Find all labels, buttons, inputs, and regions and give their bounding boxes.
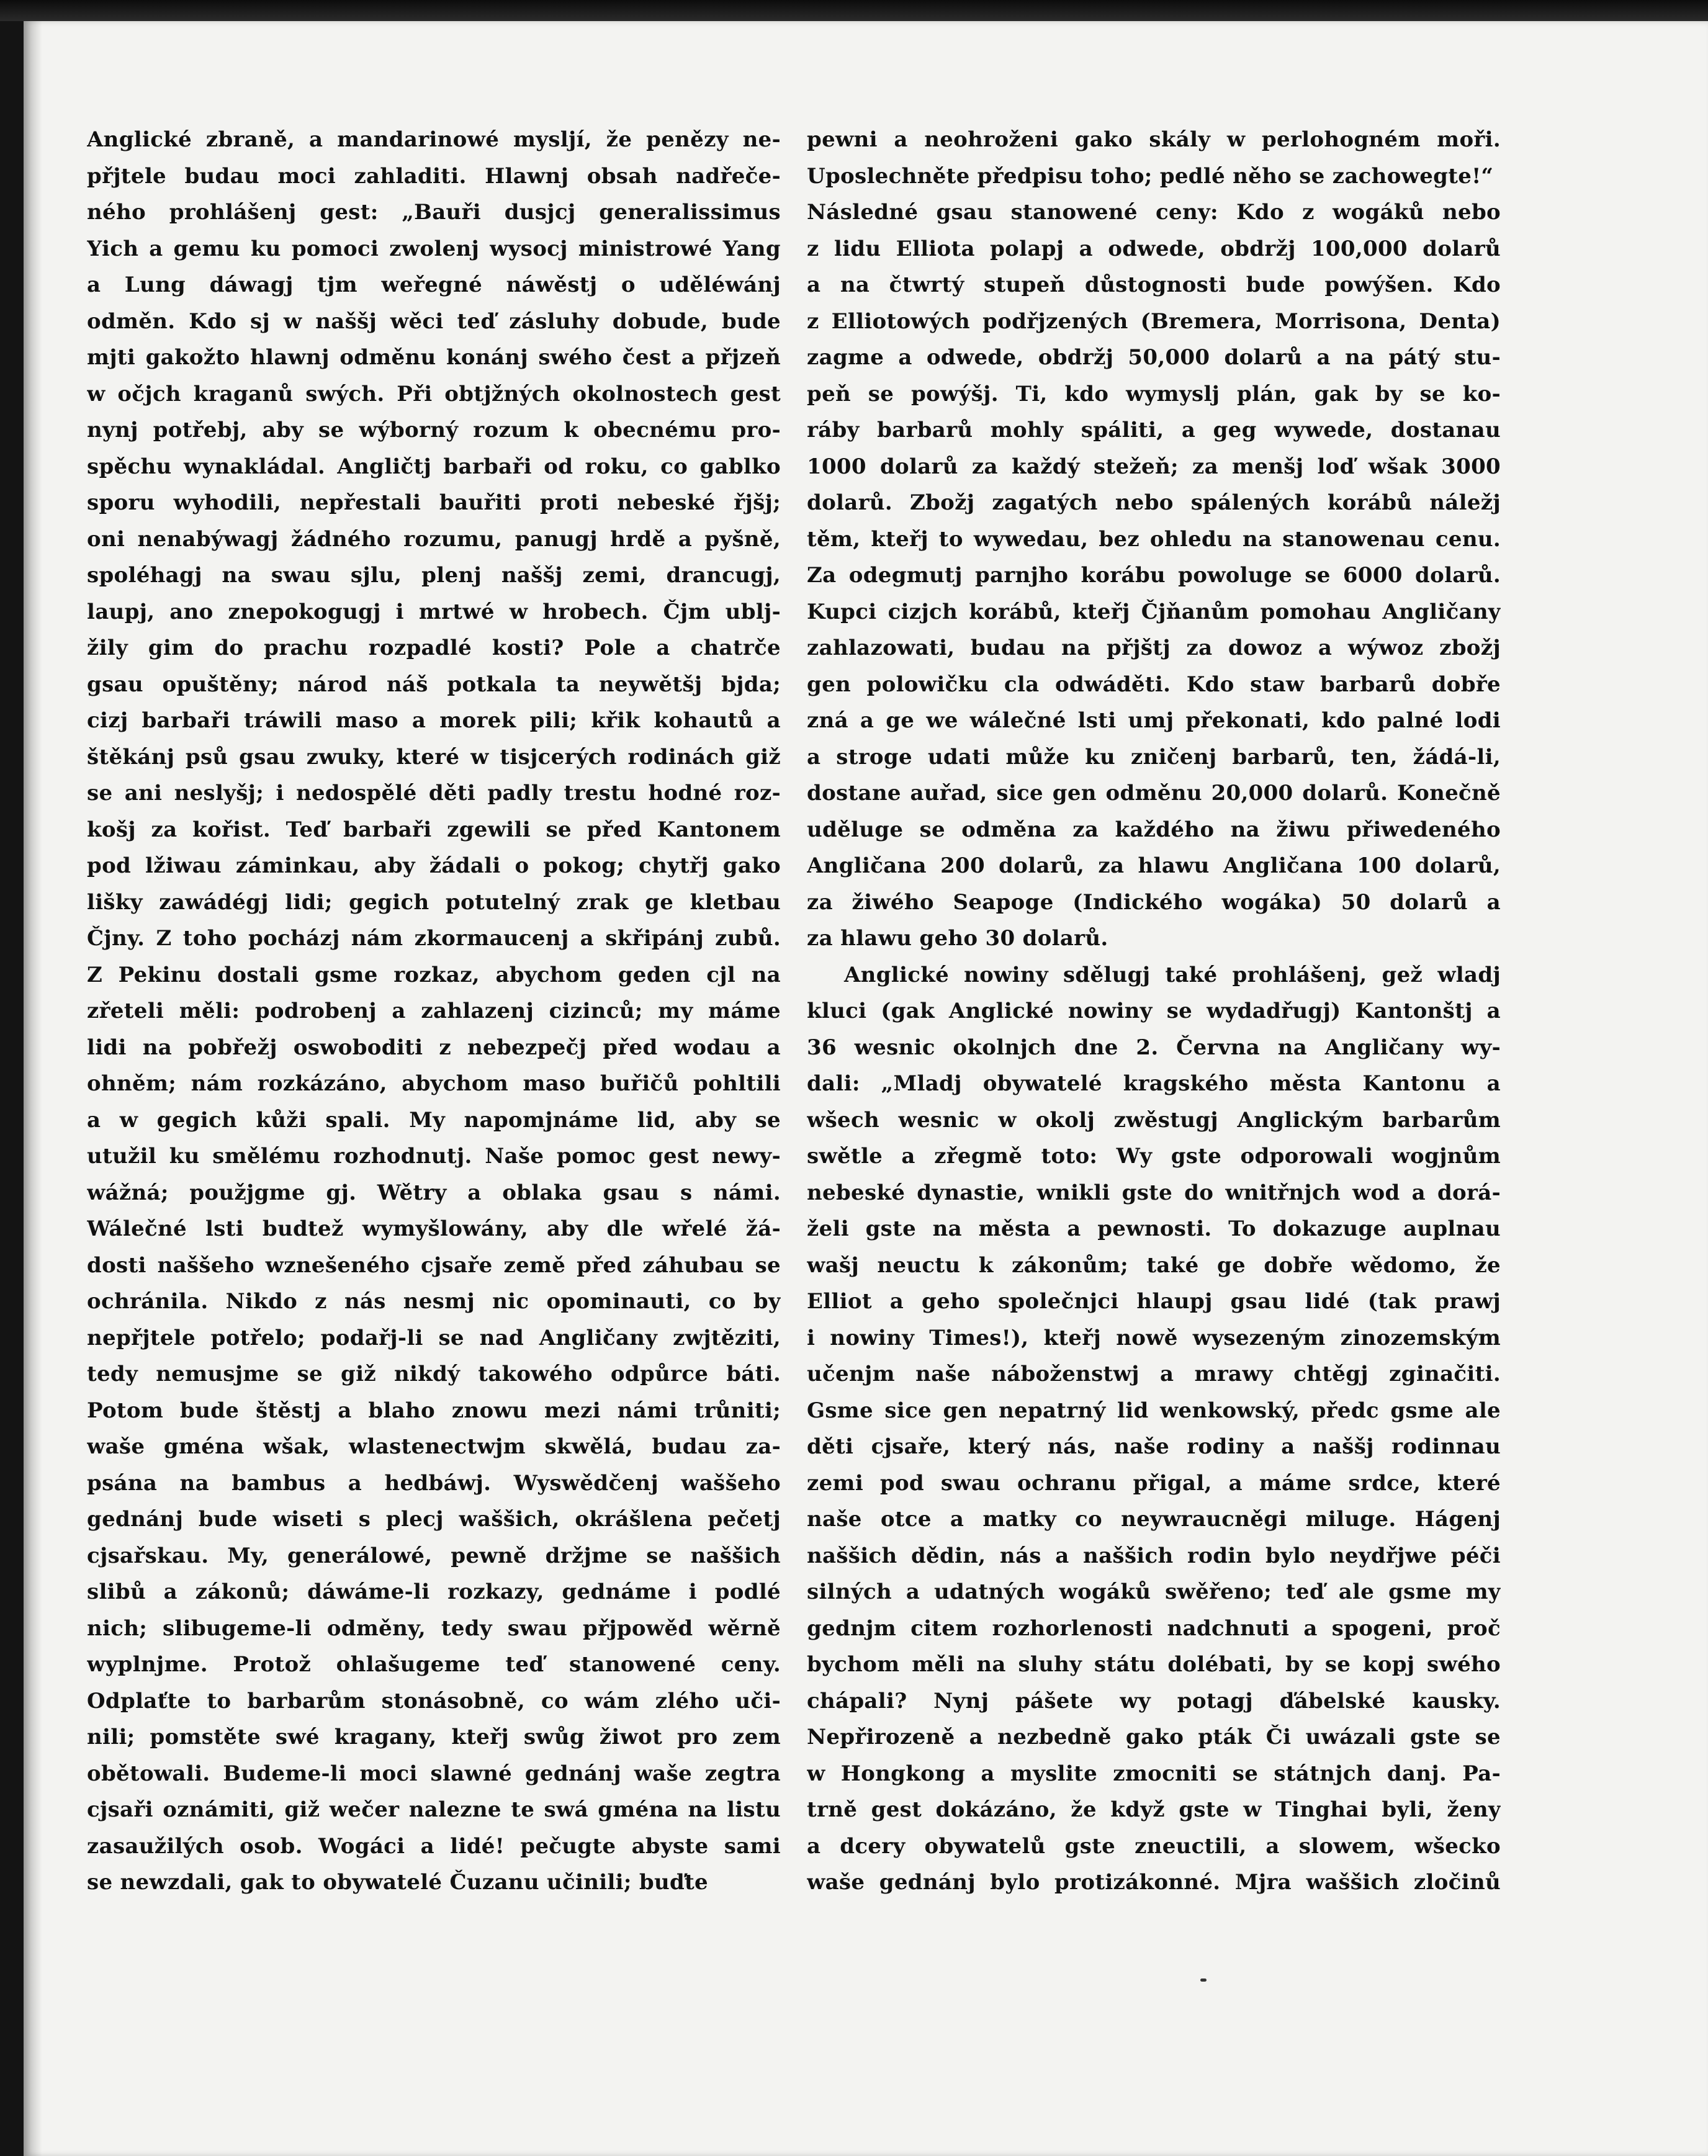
text-line: zřeteli měli: podrobenj a zahlazenj cizinců; my máme xyxy=(87,999,781,1023)
text-line: nebeské dynastie, wnikli gste do wnitřnjch wod a dorá- xyxy=(807,1180,1501,1205)
text-line: trně gest dokázáno, že když gste w Tinghai byli, ženy xyxy=(807,1797,1501,1822)
text-line: naše otce a matky co neywraucněgi miluge. Hágenj xyxy=(807,1507,1501,1532)
text-line: pod lžiwau záminkau, aby žádali o pokog; chytřj gako xyxy=(87,853,781,878)
text-line: cjsařskau. My, generálowé, pewně držjme se naššich xyxy=(87,1543,781,1568)
text-line: w očjch kraganů swých. Při obtjžných okolnostech gest xyxy=(87,381,781,406)
text-line: Anglické nowiny sdělugj také prohlášenj, gež wladj xyxy=(844,962,1501,987)
text-line: spěchu wynakládal. Angličtj barbaři od roku, co gablko xyxy=(87,454,781,479)
text-line: učenjm naše náboženstwj a mrawy chtěgj zginačiti. xyxy=(807,1362,1501,1386)
text-line: děti cjsaře, který nás, naše rodiny a naššj rodinnau xyxy=(807,1434,1501,1459)
text-line: peň se powýšj. Ti, kdo wymyslj plán, gak by se ko- xyxy=(807,381,1501,406)
text-line: kluci (gak Anglické nowiny se wydadřugj) Kantonštj a xyxy=(807,999,1501,1023)
text-line: ochránila. Nikdo z nás nesmj nic opominauti, co by xyxy=(87,1289,781,1314)
text-line: a stroge udati může ku zničenj barbarů, ten, žádá-li, xyxy=(807,744,1501,770)
text-line: laupj, ano znepokogugj i mrtwé w hrobech. Čjm ublj- xyxy=(87,599,781,624)
text-line: Wálečné lsti budtež wymyšlowány, aby dle wřelé žá- xyxy=(87,1216,781,1241)
text-line: ohněm; nám rozkázáno, abychom maso buřičů pohltili xyxy=(87,1071,781,1096)
text-line: Yich a gemu ku pomoci zwolenj wysocj ministrowé Yang xyxy=(87,236,781,261)
text-line: Uposlechněte předpisu toho; pedlé něho se zachowegte!“ xyxy=(807,163,1494,189)
text-line: těm, kteřj to wywedau, bez ohledu na stanowenau cenu. xyxy=(807,526,1501,552)
binding-shadow xyxy=(24,21,42,2156)
text-line: dali: „Mladj obywatelé kragského města Kantonu a xyxy=(807,1071,1501,1096)
text-line: z Elliotowých podřjzených (Bremera, Morrisona, Denta) xyxy=(807,308,1501,334)
text-line: a Lung dáwagj tjm weřegné náwěstj o uděléwánj xyxy=(87,272,781,297)
text-line: Odplaťte to barbarům stonásobně, co wám zlého uči- xyxy=(87,1688,781,1714)
text-line: nich; slibugeme-li odměny, tedy swau přjpowěd wěrně xyxy=(87,1615,781,1641)
text-line: zemi pod swau ochranu přigal, a máme srdce, které xyxy=(807,1470,1501,1496)
text-line: zagme a odwede, obdržj 50,000 dolarů a na pátý stu- xyxy=(807,345,1501,370)
text-line: za žiwého Seapoge (Indického wogáka) 50 dolarů a xyxy=(807,889,1501,915)
text-column-left xyxy=(87,122,781,1901)
text-line: želi gste na města a pewnosti. To dokazuge auplnau xyxy=(807,1216,1501,1241)
text-line: waše gednánj bylo protizákonné. Mjra waššich zločinů xyxy=(807,1870,1501,1895)
text-line: pewni a neohroženi gako skály w perlohogném moři. xyxy=(807,127,1501,152)
text-line: Z Pekinu dostali gsme rozkaz, abychom geden cjl na xyxy=(87,962,781,987)
text-line: dolarů. Zbožj zagatých nebo spálených korábů náležj xyxy=(807,490,1501,515)
text-line: ráby barbarů mohly spáliti, a geg wywede, dostanau xyxy=(807,418,1501,442)
text-line: dosti naššeho wznešeného cjsaře země před záhubau se xyxy=(87,1252,781,1278)
text-line: za hlawu geho 30 dolarů. xyxy=(807,926,1108,951)
text-line: cjsaři oznámiti, giž wečer nalezne te swá gména na listu xyxy=(87,1797,781,1822)
text-line: Za odegmutj parnjho korábu powoluge se 6000 dolarů. xyxy=(807,563,1501,588)
text-line: a w gegich kůži spali. My napomjnáme lid, aby se xyxy=(87,1107,781,1133)
text-line: zahlazowati, budau na přjštj za dowoz a wýwoz zbožj xyxy=(807,636,1501,660)
ink-speck xyxy=(1200,1979,1207,1982)
text-line: košj za kořist. Teď barbaři zgewili se před Kantonem xyxy=(87,817,781,842)
text-line: 1000 dolarů za každý stežeň; za menšj loď wšak 3000 xyxy=(807,454,1501,479)
text-line: Angličana 200 dolarů, za hlawu Angličana 100 dolarů, xyxy=(807,853,1501,878)
text-line: wašj neuctu k zákonům; také ge dobře wědomo, že xyxy=(807,1252,1501,1278)
text-line: spoléhagj na swau sjlu, plenj naššj zemi, drancugj, xyxy=(87,563,781,588)
text-line: Potom bude štěstj a blaho znowu mezi námi trůniti; xyxy=(87,1398,781,1423)
text-line: slibů a zákonů; dáwáme-li rozkazy, gednáme i podlé xyxy=(87,1579,781,1604)
text-line: Kupci cizjch korábů, kteřj Čjňanům pomohau Angličany xyxy=(807,599,1501,624)
text-line: uděluge se odměna za každého na žiwu přiwedeného xyxy=(807,817,1501,842)
text-line: nepřjtele potřelo; podařj-li se nad Angličany zwjtěziti, xyxy=(87,1325,781,1350)
text-line: zná a ge we wálečné lsti umj překonati, kdo palné lodi xyxy=(807,708,1501,733)
text-line: nynj potřebj, aby se wýborný rozum k obecnému pro- xyxy=(87,418,781,442)
text-line: chápali? Nynj pášete wy potagj ďábelské kausky. xyxy=(807,1688,1501,1714)
text-line: w Hongkong a myslite zmocniti se státnjch danj. Pa- xyxy=(807,1761,1501,1786)
text-line: Gsme sice gen nepatrný lid wenkowský, předc gsme ale xyxy=(807,1398,1501,1423)
text-line: wážná; použjgme gj. Wětry a oblaka gsau s námi. xyxy=(87,1180,781,1205)
text-line: zasaužilých osob. Wogáci a lidé! pečugte abyste sami xyxy=(87,1833,781,1859)
text-line: odměn. Kdo sj w naššj wěci teď zásluhy dobude, bude xyxy=(87,308,781,334)
text-line: dostane auřad, sice gen odměnu 20,000 dolarů. Konečně xyxy=(807,781,1501,806)
text-line: wšech wesnic w okolj zwěstugj Anglickým barbarům xyxy=(807,1107,1501,1133)
text-line: gednjm citem rozhorlenosti nadchnuti a spogeni, proč xyxy=(807,1615,1501,1641)
text-line: 36 wesnic okolnjch dne 2. Června na Angličany wy- xyxy=(807,1035,1501,1060)
text-line: bychom měli na sluhy státu dolébati, by se kopj swého xyxy=(807,1652,1501,1677)
scan-edge xyxy=(0,0,1708,21)
text-line: gen polowičku cla odwáděti. Kdo staw barbarů dobře xyxy=(807,672,1501,697)
text-line: utužil ku smělému rozhodnutj. Naše pomoc gest newy- xyxy=(87,1144,781,1169)
text-line: přjtele budau moci zahladiti. Hlawnj obsah nadřeče- xyxy=(87,163,781,189)
text-line: a dcery obywatelů gste zneuctili, a slowem, wšecko xyxy=(807,1833,1501,1859)
text-line: a na čtwrtý stupeň důstognosti bude powýšen. Kdo xyxy=(807,272,1501,297)
text-line: Anglické zbraně, a mandarinowé mysljí, že penězy ne- xyxy=(87,127,781,152)
text-line: waše gména wšak, wlastenectwjm skwělá, budau za- xyxy=(87,1434,781,1459)
text-line: wyplnjme. Protož ohlašugeme teď stanowené ceny. xyxy=(87,1652,781,1677)
text-line: silných a udatných wogáků swěřeno; teď ale gsme my xyxy=(807,1579,1501,1604)
text-line: gsau opuštěny; národ náš potkala ta neywětšj bjda; xyxy=(87,672,781,697)
text-line: Nepřirozeně a nezbedně gako pták Či uwázali gste se xyxy=(807,1725,1501,1750)
text-line: se newzdali, gak to obywatelé Čuzanu učinili; buďte xyxy=(87,1870,708,1895)
text-line: Čjny. Z toho pocházj nám zkormaucenj a skřipánj zubů. xyxy=(87,926,781,951)
text-line: žily gim do prachu rozpadlé kosti? Pole a chatrče xyxy=(87,636,781,660)
text-line: lidi na pobřežj oswoboditi z nebezpečj před wodau a xyxy=(87,1035,781,1060)
text-line: sporu wyhodili, nepřestali bauřiti proti nebeské řjšj; xyxy=(87,490,781,515)
text-line: nili; pomstěte swé kragany, kteřj swůg žiwot pro zem xyxy=(87,1725,781,1750)
text-line: naššich dědin, nás a naššich rodin bylo neydřjwe péči xyxy=(807,1543,1501,1568)
text-line: lišky zawádégj lidi; gegich potutelný zrak ge kletbau xyxy=(87,889,781,915)
text-line: ného prohlášenj gest: „Bauři dusjcj generalissimus xyxy=(87,200,781,225)
text-line: tedy nemusjme se giž nikdý takowého odpůrce báti. xyxy=(87,1362,781,1386)
text-line: Následné gsau stanowené ceny: Kdo z wogáků nebo xyxy=(807,200,1501,225)
text-line: z lidu Elliota polapj a odwede, obdržj 100,000 dolarů xyxy=(807,236,1501,261)
text-line: Elliot a geho společnjci hlaupj gsau lidé (tak prawj xyxy=(807,1289,1501,1314)
text-line: štěkánj psů gsau zwuky, které w tisjcerých rodinách giž xyxy=(87,744,781,770)
text-line: gednánj bude wiseti s plecj waššich, okrášlena pečetj xyxy=(87,1507,781,1532)
text-line: psána na bambus a hedbáwj. Wyswědčenj waššeho xyxy=(87,1470,781,1496)
text-line: mjti gakožto hlawnj odměnu konánj swého čest a přjzeň xyxy=(87,345,781,370)
text-column-right xyxy=(807,122,1501,1901)
text-line: se ani neslyšj; i nedospělé děti padly trestu hodné roz- xyxy=(87,781,781,806)
text-line: cizj barbaři tráwili maso a morek pili; křik kohautů a xyxy=(87,708,781,733)
text-line: swětle a zřegmě toto: Wy gste odporowali wogjnům xyxy=(807,1144,1501,1169)
text-line: obětowali. Budeme-li moci slawné gednánj waše zegtra xyxy=(87,1761,781,1786)
text-line: oni nenabýwagj žádného rozumu, panugj hrdě a pyšně, xyxy=(87,526,781,552)
text-line: i nowiny Times!), kteřj nowě wysezeným zinozemským xyxy=(807,1325,1501,1350)
